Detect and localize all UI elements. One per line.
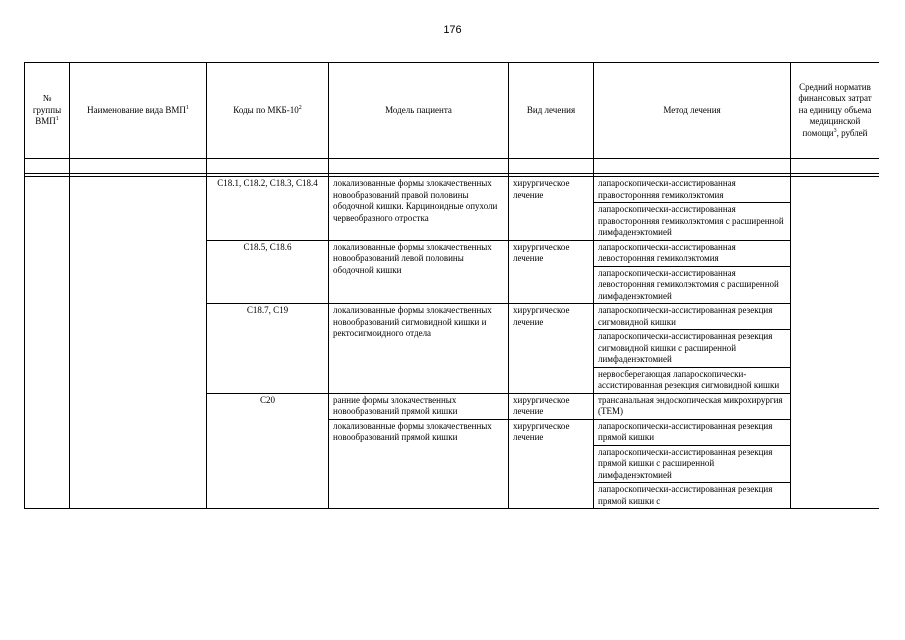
patient-model-cell: ранние формы злокачественных новообразований прямой кишки <box>329 393 509 419</box>
treatment-method-cell: нервосберегающая лапароскопически-ассистированная резекция сигмовидной кишки <box>594 367 791 393</box>
header-patient-model: Модель пациента <box>329 63 509 159</box>
vmp-name-cell <box>70 177 207 509</box>
treatment-method-cell: лапароскопически-ассистированная резекция сигмовидной кишки с расширенной лимфаденэктомией <box>594 330 791 368</box>
icd-codes-cell: C18.7, C19 <box>207 304 329 394</box>
patient-model-cell: локализованные формы злокачественных новообразований сигмовидной кишки и ректосигмоидного отдела <box>329 304 509 394</box>
treatment-type-cell: хирургическое лечение <box>509 419 594 509</box>
icd-codes-cell: C20 <box>207 393 329 509</box>
treatment-method-cell: лапароскопически-ассистированная левосторонняя гемиколэктомия с расширенной лимфаденэктомией <box>594 266 791 304</box>
icd-codes-cell: C18.1, C18.2, C18.3, C18.4 <box>207 177 329 241</box>
table-row <box>25 177 880 203</box>
group-no-cell <box>25 177 70 509</box>
treatment-method-cell: лапароскопически-ассистированная резекция сигмовидной кишки <box>594 304 791 330</box>
patient-model-cell: локализованные формы злокачественных новообразований прямой кишки <box>329 419 509 509</box>
treatment-method-cell: лапароскопически-ассистированная правосторонняя гемиколэктомия <box>594 177 791 203</box>
treatment-method-cell: лапароскопически-ассистированная правосторонняя гемиколэктомия с расширенной лимфаденэктомией <box>594 203 791 241</box>
vmp-table <box>24 62 879 509</box>
header-group-no: № группы ВМП$^1$ <box>25 63 70 159</box>
document-table-frame <box>24 62 879 570</box>
treatment-type-cell: хирургическое лечение <box>509 304 594 394</box>
treatment-type-cell: хирургическое лечение <box>509 177 594 241</box>
header-treatment-type: Вид лечения <box>509 63 594 159</box>
header-icd-codes: Коды по МКБ-$10^2$ <box>207 63 329 159</box>
treatment-method-cell: лапароскопически-ассистированная резекция прямой кишки с расширенной лимфаденэктомией <box>594 445 791 483</box>
treatment-method-cell: трансанальная эндоскопическая микрохирургия (ТЕМ) <box>594 393 791 419</box>
treatment-type-cell: хирургическое лечение <box>509 240 594 304</box>
column-number-row <box>25 159 880 174</box>
cost-cell <box>791 177 880 509</box>
treatment-type-cell: хирургическое лечение <box>509 393 594 419</box>
treatment-method-cell: лапароскопически-ассистированная левосторонняя гемиколэктомия <box>594 240 791 266</box>
header-row <box>25 63 880 159</box>
header-cost: Средний норматив финансовых затрат на единицу объема медицинской помощи$^3$, рублей <box>791 63 880 159</box>
patient-model-cell: локализованные формы злокачественных новообразований левой половины ободочной кишки <box>329 240 509 304</box>
patient-model-cell: локализованные формы злокачественных новообразований правой половины ободочной кишки. Карциноидные опухоли червеобразного отростка <box>329 177 509 241</box>
icd-codes-cell: C18.5, C18.6 <box>207 240 329 304</box>
page-number: 176 <box>443 24 462 36</box>
header-treatment-method: Метод лечения <box>594 63 791 159</box>
treatment-method-cell: лапароскопически-ассистированная резекция прямой кишки с <box>594 483 791 509</box>
header-vmp-name: Наименование вида ВМП$^1$ <box>70 63 207 159</box>
treatment-method-cell: лапароскопически-ассистированная резекция прямой кишки <box>594 419 791 445</box>
